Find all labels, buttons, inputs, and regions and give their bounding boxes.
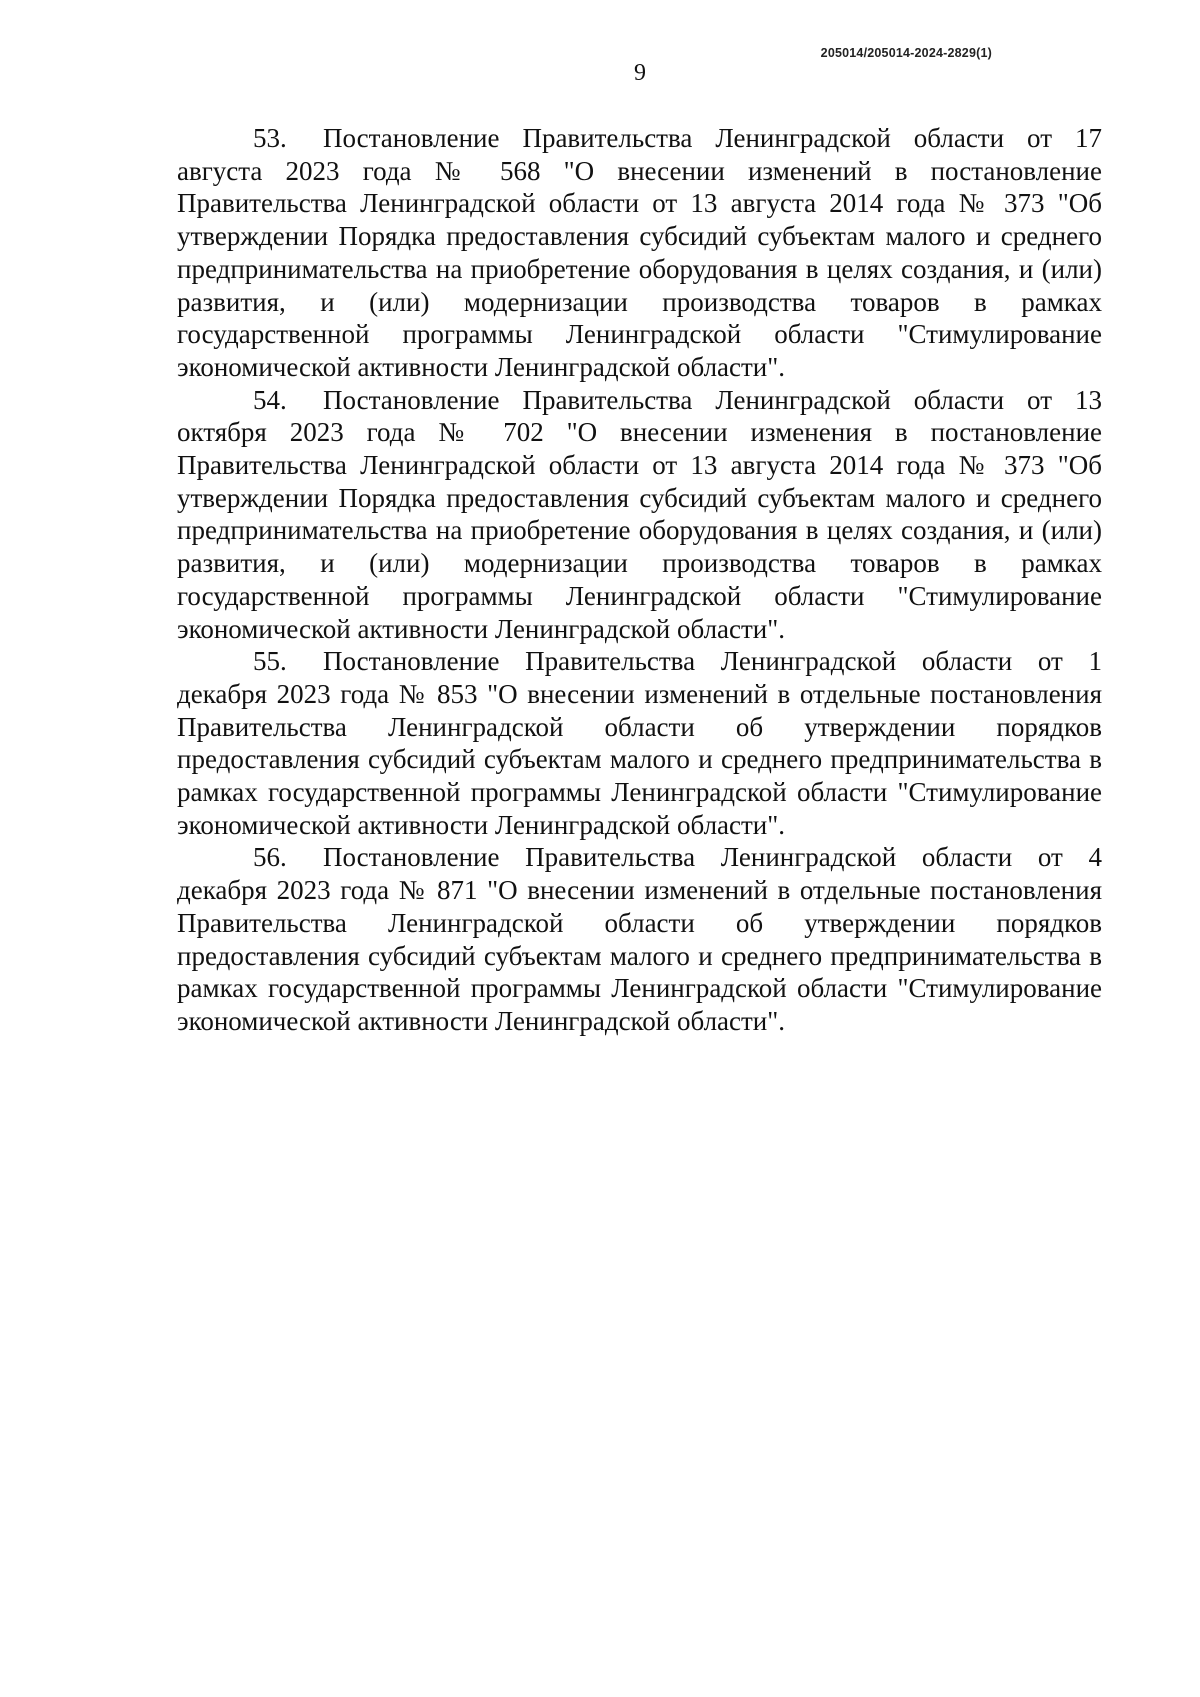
list-item-53 — [177, 122, 1102, 384]
item-text: Постановление Правительства Ленинградской области от 4 декабря 2023 года № 871 "О внесении изменений в отдельные постановления Правительства Ленинградской области об утверждении порядков предоставления субсидий субъектам малого и среднего предпринимательства в рамках государственной программы Ленинградской области "Стимулирование экономической активности Ленинградской области". — [177, 842, 1102, 1036]
list-item-55 — [177, 645, 1102, 841]
item-number: 55. — [253, 646, 287, 677]
list-item-54 — [177, 384, 1102, 646]
item-number: 53. — [253, 123, 287, 153]
item-number: 56. — [253, 842, 287, 873]
item-text: Постановление Правительства Ленинградской области от 13 октября 2023 года № 702 "О внесении изменения в постановление Правительства Ленинградской области от 13 августа 2014 года № 373 "Об утверждении Порядка предоставления субсидий субъектам малого и среднего предпринимательства на приобретение оборудования в целях создания, и (или) развития, и (или) модернизации производства товаров в рамках государственной программы Ленинградской области "Стимулирование экономической активности Ленинградской области". — [177, 384, 1102, 644]
item-number: 54. — [253, 384, 287, 415]
page-number: 9 — [634, 60, 646, 86]
document-body — [177, 122, 1102, 1038]
document-id: 205014/205014-2024-2829(1) — [820, 46, 992, 60]
item-text: Постановление Правительства Ленинградской области от 1 декабря 2023 года № 853 "О внесении изменений в отдельные постановления Правительства Ленинградской области об утверждении порядков предоставления субсидий субъектам малого и среднего предпринимательства в рамках государственной программы Ленинградской области "Стимулирование экономической активности Ленинградской области". — [177, 646, 1102, 840]
list-item-56 — [177, 841, 1102, 1037]
item-text: Постановление Правительства Ленинградской области от 17 августа 2023 года № 568 "О внесении изменений в постановление Правительства Ленинградской области от 13 августа 2014 года № 373 "Об утверждении Порядка предоставления субсидий субъектам малого и среднего предпринимательства на приобретение оборудования в целях создания, и (или) развития, и (или) модернизации производства товаров в рамках государственной программы Ленинградской области "Стимулирование экономической активности Ленинградской области". — [177, 123, 1102, 382]
